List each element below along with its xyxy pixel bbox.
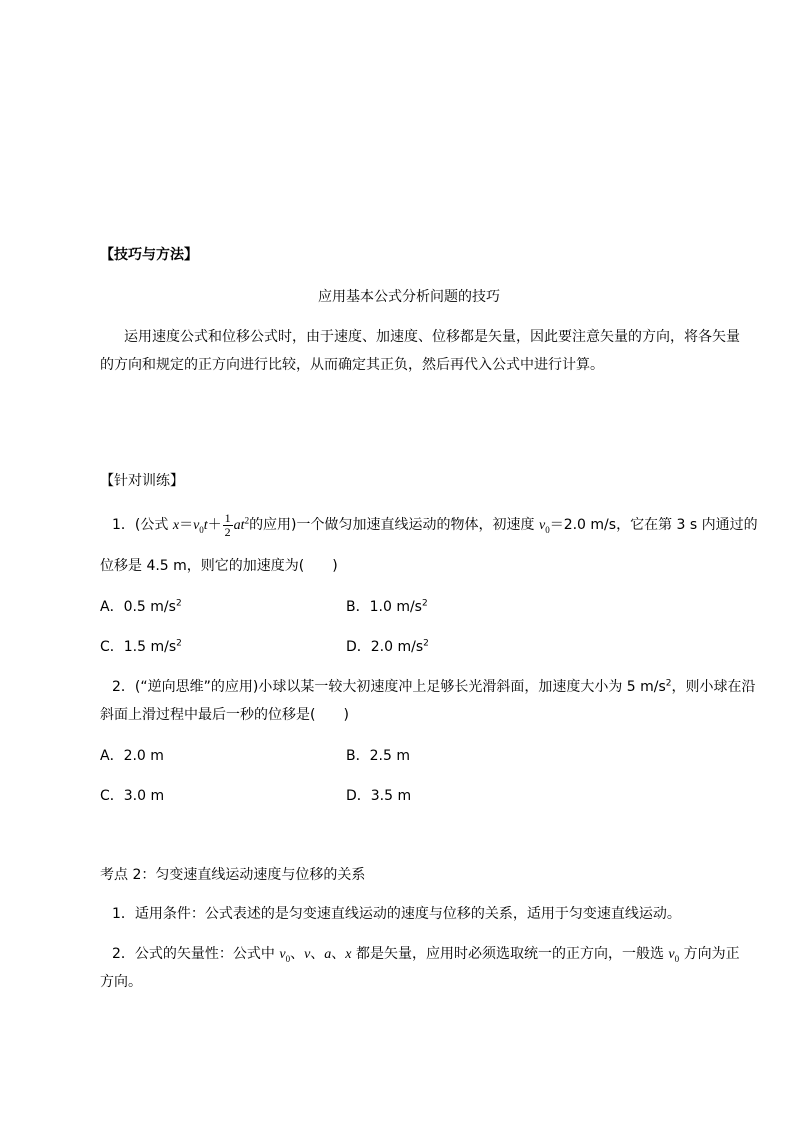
- item2-sep1: 、: [290, 946, 305, 962]
- question-1-line2: 位移是 4.5 m，则它的加速度为( ): [100, 558, 338, 574]
- formula-v-sub: 0: [199, 524, 204, 535]
- v0-sub: 0: [545, 524, 550, 535]
- item2-v: v: [304, 947, 311, 962]
- v0-value: ＝2.0 m/s，它在第 3 s 内通过的: [549, 517, 758, 533]
- q1-option-a[interactable]: [100, 596, 182, 616]
- q1-option-b[interactable]: [346, 596, 428, 616]
- q1-after-formula: 的应用)一个做匀加速直线运动的物体，初速度: [249, 517, 539, 533]
- q2-option-a[interactable]: A．2.0 m: [100, 748, 164, 764]
- kaodian2-item1: 1．适用条件：公式表述的是匀变速直线运动的速度与位移的关系，适用于匀变速直线运动。: [112, 906, 681, 922]
- formula-x: x: [172, 518, 180, 533]
- q2-line1-tail: ，则小球在沿: [671, 679, 756, 695]
- q1-option-c-sup: 2: [176, 638, 182, 649]
- q1-option-d[interactable]: [346, 636, 429, 656]
- item2-a: a: [324, 947, 332, 962]
- kaodian2-item2-line2: 方向。: [100, 974, 142, 990]
- technique-heading: 【技巧与方法】: [100, 247, 198, 263]
- q2-option-d[interactable]: D．3.5 m: [346, 788, 412, 804]
- formula-plus: ＋: [207, 517, 222, 533]
- q2-line1-text: 2．(“逆向思维”的应用)小球以某一较大初速度冲上足够长光滑斜面，加速度大小为 5 m/s: [112, 679, 666, 695]
- q2-option-b[interactable]: B．2.5 m: [346, 748, 410, 764]
- fraction-numerator: 1: [224, 510, 231, 525]
- q1-option-d-sup: 2: [423, 638, 429, 649]
- q1-option-b-sup: 2: [421, 598, 428, 609]
- item2-tail: 方向为正: [679, 946, 740, 962]
- formula-sup: 2: [244, 515, 250, 526]
- formula-at: at: [233, 518, 245, 533]
- formula-t: t: [203, 518, 208, 533]
- item2-v0: v: [279, 947, 286, 962]
- item2-x: x: [345, 947, 352, 962]
- item2-v0b: v: [668, 947, 675, 962]
- technique-paragraph-line1: 运用速度公式和位移公式时，由于速度、加速度、位移都是矢量，因此要注意矢量的方向，将各矢量: [124, 329, 740, 345]
- q1-option-a-sup: 2: [175, 598, 182, 609]
- q1-option-b-text: B．1.0 m/s: [346, 599, 422, 615]
- q2-line1-sup: 2: [665, 678, 672, 689]
- q2-option-c[interactable]: C．3.0 m: [100, 788, 165, 804]
- question-1-line1: [112, 510, 758, 541]
- formula-fraction: [223, 512, 233, 539]
- technique-title: 应用基本公式分析问题的技巧: [318, 289, 500, 305]
- item2-sep3: 、: [331, 946, 346, 962]
- kaodian2-item2-line1: [112, 943, 740, 963]
- item2-v0b-sub: 0: [674, 953, 680, 964]
- q1-prefix: (公式: [134, 517, 173, 533]
- fraction-denominator: 2: [224, 524, 231, 539]
- practice-heading: 【针对训练】: [100, 473, 184, 489]
- item2-v0-sub: 0: [285, 953, 291, 964]
- formula-v: v: [193, 518, 200, 533]
- question-2-line1: [112, 676, 756, 696]
- q1-option-c[interactable]: [100, 636, 182, 656]
- kaodian2-heading: 考点 2：匀变速直线运动速度与位移的关系: [100, 867, 366, 883]
- q1-option-a-text: A．0.5 m/s: [100, 599, 176, 615]
- question-1-number: 1．: [112, 517, 135, 533]
- v0-symbol: v: [538, 518, 546, 533]
- item2-sep2: 、: [310, 946, 325, 962]
- technique-paragraph-line2: 的方向和规定的正方向进行比较，从而确定其正负，然后再代入公式中进行计算。: [100, 357, 604, 373]
- question-2-line2: 斜面上滑过程中最后一秒的位移是( ): [100, 707, 349, 723]
- item2-middle: 都是矢量，应用时必须选取统一的正方向，一般选: [351, 946, 669, 962]
- formula-eq: ＝: [179, 517, 194, 533]
- q1-option-d-text: D．2.0 m/s: [346, 639, 424, 655]
- item2-prefix: 2．公式的矢量性：公式中: [112, 946, 280, 962]
- q1-option-c-text: C．1.5 m/s: [100, 639, 177, 655]
